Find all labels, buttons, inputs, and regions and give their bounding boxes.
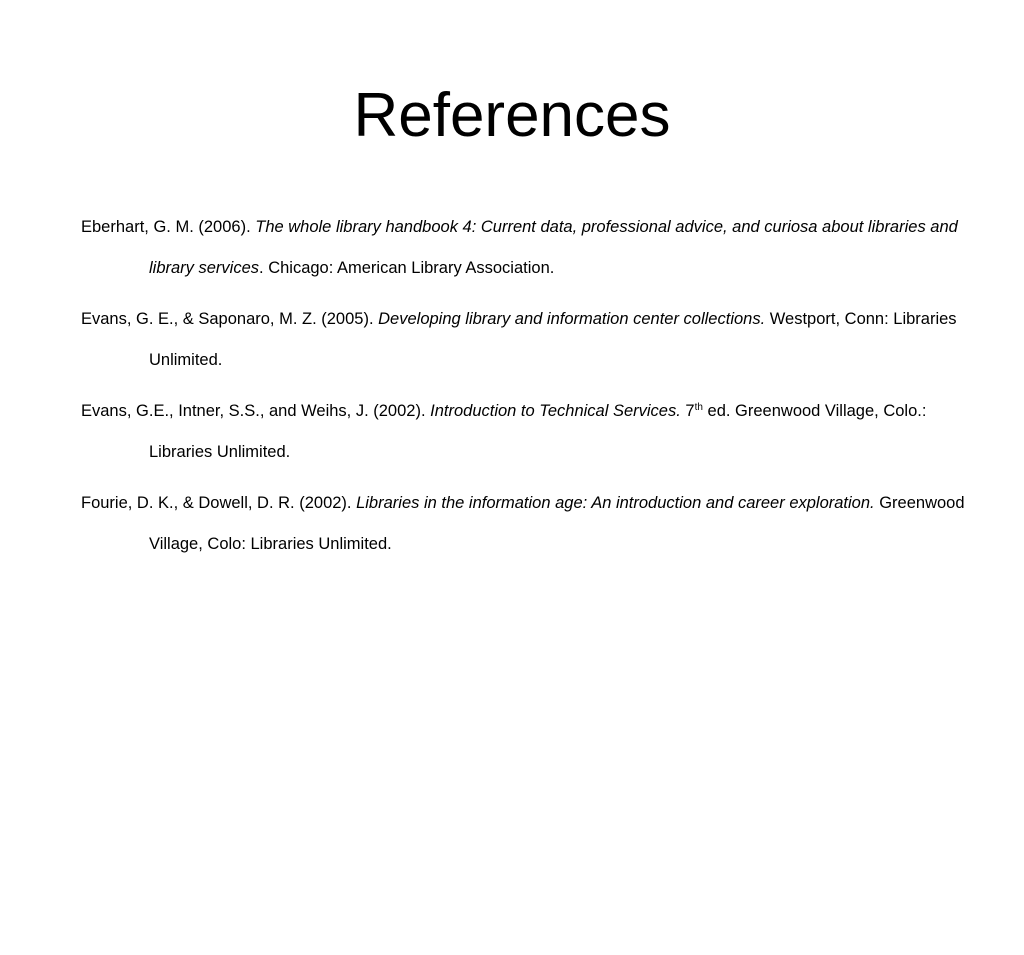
reference-list: [81, 207, 981, 575]
reference-authors: Evans, G. E., & Saponaro, M. Z. (2005).: [81, 310, 379, 328]
reference-publisher: Greenwood Village, Colo: Libraries Unlimited.: [149, 494, 965, 553]
reference-title: Introduction to Technical Services.: [430, 402, 681, 420]
reference-authors: Fourie, D. K., & Dowell, D. R. (2002).: [81, 494, 357, 512]
reference-authors: Eberhart, G. M. (2006).: [81, 218, 256, 236]
reference-publisher: ed. Greenwood Village, Colo.: Libraries Unlimited.: [149, 402, 927, 461]
reference-entry-eberhart: [81, 207, 981, 289]
reference-entry-fourie-dowell: [81, 483, 981, 565]
reference-title: The whole library handbook 4: Current data, professional advice, and curiosa about libraries and library services: [149, 218, 958, 277]
reference-entry-evans-saponaro: [81, 299, 981, 381]
reference-publisher: Westport, Conn: Libraries Unlimited.: [149, 310, 957, 369]
page-title: References: [353, 81, 671, 150]
reference-publisher: . Chicago: American Library Association.: [259, 259, 555, 277]
reference-title: Developing library and information center collections.: [378, 310, 766, 328]
reference-title: Libraries in the information age: An introduction and career exploration.: [356, 494, 875, 512]
reference-entry-evans-intner-weihs: [81, 391, 981, 473]
reference-authors: Evans, G.E., Intner, S.S., and Weihs, J. (2002).: [81, 402, 431, 420]
reference-edition-suffix: th: [694, 402, 703, 413]
reference-edition: 7: [680, 402, 695, 420]
